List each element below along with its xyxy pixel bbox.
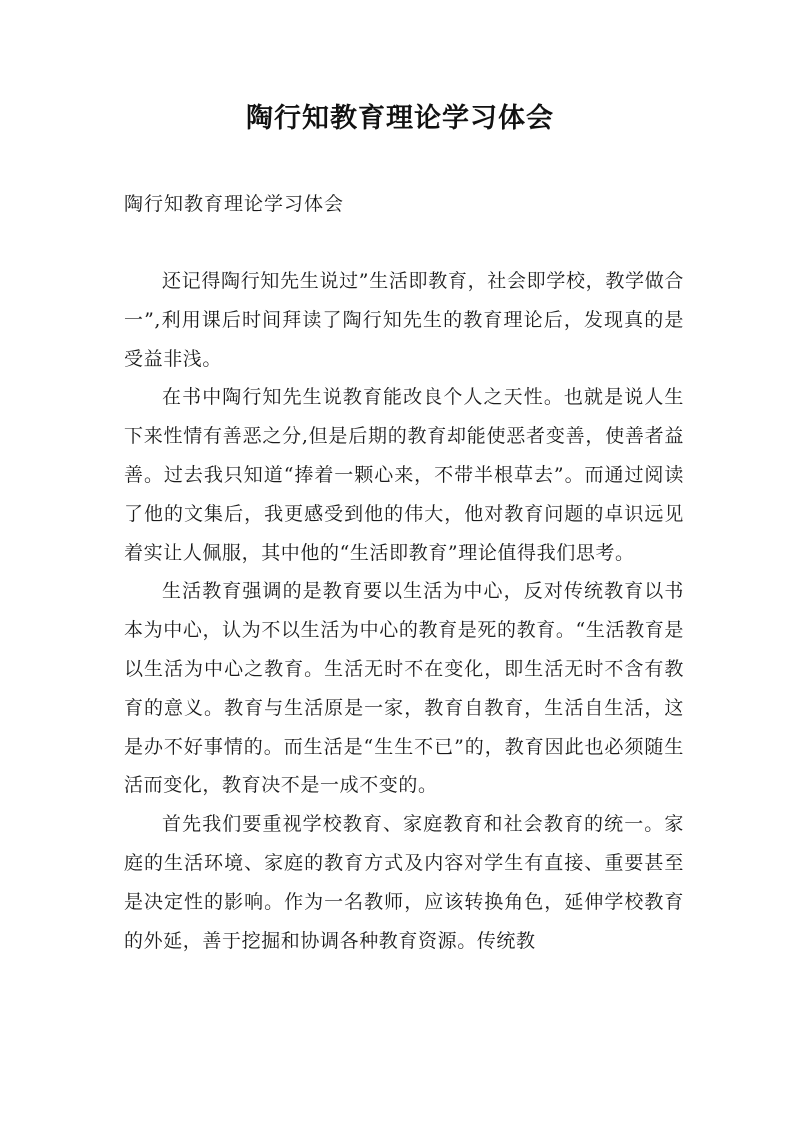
document-body: [124, 262, 684, 960]
paragraph: 还记得陶行知先生说过”生活即教育，社会即学校，教学做合一”,利用课后时间拜读了陶行知先生的教育理论后，发现真的是受益非浅。: [124, 270, 684, 370]
paragraph: 首先我们要重视学校教育、家庭教育和社会教育的统一。家庭的生活环境、家庭的教育方式及内容对学生有直接、重要甚至是决定性的影响。作为一名教师，应该转换角色，延伸学校教育的外延，善于挖掘和协调各种教育资源。传统教: [124, 813, 684, 952]
document-subtitle: 陶行知教育理论学习体会: [124, 193, 345, 215]
paragraph: 在书中陶行知先生说教育能改良个人之天性。也就是说人生下来性情有善恶之分,但是后期的教育却能使恶者变善，使善者益善。过去我只知道“捧着一颗心来，不带半根草去”。而通过阅读了他的文集后，我更感受到他的伟大，他对教育问题的卓识远见着实让人佩服，其中他的“生活即教育”理论值得我们思考。: [124, 386, 684, 564]
document-title: 陶行知教育理论学习体会: [246, 103, 554, 134]
paragraph: 生活教育强调的是教育要以生活为中心，反对传统教育以书本为中心，认为不以生活为中心的教育是死的教育。“生活教育是以生活为中心之教育。生活无时不在变化，即生活无时不含有教育的意义。教育与生活原是一家，教育自教育，生活自生活，这是办不好事情的。而生活是“生生不已”的，教育因此也必须随生活而变化，教育决不是一成不变的。: [124, 580, 684, 797]
